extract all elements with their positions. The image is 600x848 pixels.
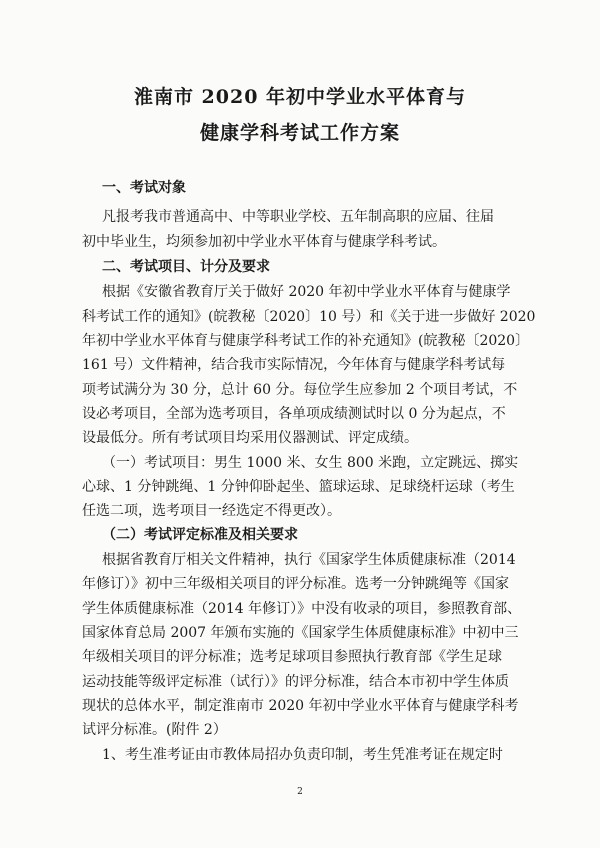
paragraph-line: 现状的总体水平，制定淮南市 2020 年初中学业水平体育与健康学科考: [82, 698, 519, 714]
section-heading-2: 二、考试项目、计分及要求: [102, 259, 270, 275]
section-heading-1: 一、考试对象: [102, 180, 186, 196]
paragraph-line: 根据省教育厅相关文件精神，执行《国家学生体质健康标准（2014: [102, 552, 516, 568]
paragraph-line: 任选二项，选考项目一经选定不得更改）。: [82, 503, 341, 519]
paragraph-line: 凡报考我市普通高中、中等职业学校、五年制高职的应届、往届: [102, 209, 494, 225]
paragraph-line: 根据《安徽省教育厅关于做好 2020 年初中学业水平体育与健康学: [102, 284, 511, 300]
subsection-heading: （二）考试评定标准及相关要求: [102, 527, 298, 543]
paragraph-line: 学生体质健康标准（2014 年修订）》中没有收录的项目，参照教育部、: [82, 601, 522, 617]
paragraph-line: 161 号）文件精神，结合我市实际情况，今年体育与健康学科考试每: [82, 357, 506, 373]
paragraph-line: 心球、1 分钟跳绳、1 分钟仰卧起坐、篮球运球、足球绕杆运球（考生: [82, 479, 515, 495]
document-title-line-1: 淮南市 2020 年初中学业水平体育与: [133, 86, 467, 108]
document-title-line-2: 健康学科考试工作方案: [199, 122, 400, 144]
paragraph-line: 国家体育总局 2007 年颁布实施的《国家学生体质健康标准》中初中三: [82, 625, 519, 641]
paragraph-line: 年级相关项目的评分标准；选考足球项目参照执行教育部《学生足球: [82, 649, 502, 665]
page-number: 2: [297, 787, 303, 797]
paragraph-line: 设必考项目，全部为选考项目，各单项成绩测试时以 0 分为起点，不: [82, 406, 506, 422]
paragraph-line: 试评分标准。(附件 2）: [82, 722, 227, 738]
paragraph-line: 设最低分。所有考试项目均采用仪器测试、评定成绩。: [82, 430, 418, 446]
paragraph-line: 年修订）》初中三年级相关项目的评分标准。选考一分钟跳绳等《国家: [82, 576, 509, 592]
paragraph-line: 项考试满分为 30 分，总计 60 分。每位学生应参加 2 个项目考试，不: [82, 382, 518, 398]
paragraph-line: 初中毕业生，均须参加初中学业水平体育与健康学科考试。: [82, 234, 446, 250]
paragraph-line: 1、考生准考证由市教体局招办负责印制，考生凭准考证在规定时: [102, 747, 503, 763]
paragraph-line: 科考试工作的通知》(皖教秘〔2020〕10 号）和《关于进一步做好 2020: [82, 309, 536, 325]
paragraph-line: 运动技能等级评定标准（试行）》的评分标准，结合本市初中学生体质: [82, 674, 509, 690]
paragraph-line: 年初中学业水平体育与健康学科考试工作的补充通知》(皖教秘〔2020〕: [82, 333, 530, 349]
paragraph-line: （一）考试项目：男生 1000 米、女生 800 米跑，立定跳远、掷实: [102, 455, 519, 471]
